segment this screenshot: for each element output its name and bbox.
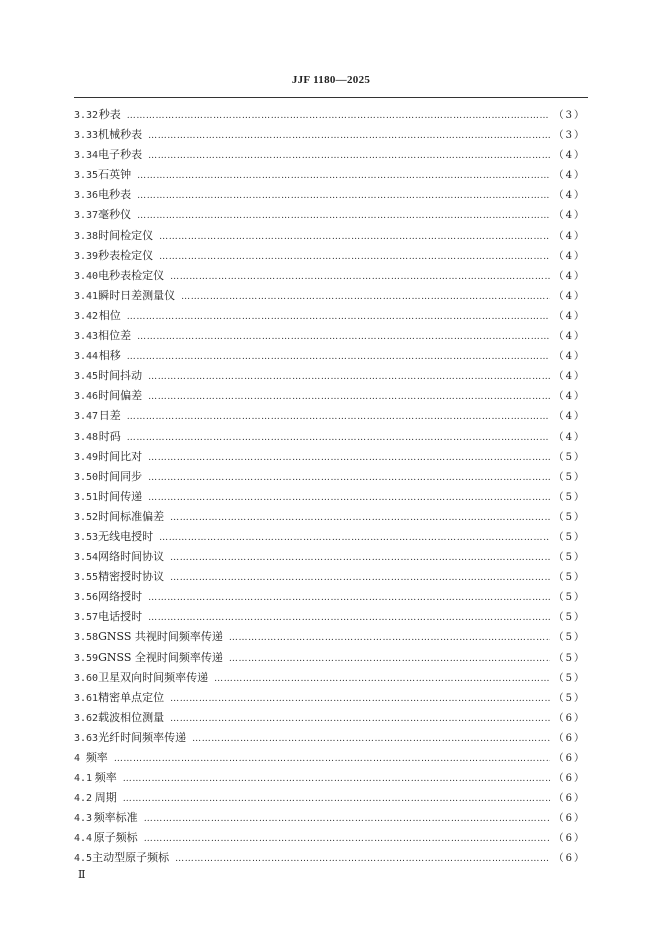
toc-entry-title: 时码 bbox=[98, 429, 121, 443]
toc-entry-number: 3.58 bbox=[74, 632, 99, 644]
toc-entry-number: 3.53 bbox=[74, 531, 99, 543]
toc-entry[interactable] bbox=[74, 528, 586, 548]
toc-entry-number: 3.59 bbox=[74, 652, 99, 664]
toc-entry-number: 3.56 bbox=[74, 592, 99, 604]
toc-leader-dots bbox=[175, 854, 549, 864]
toc-entry-number: 3.39 bbox=[74, 250, 99, 262]
toc-entry-title: 精密单点定位 bbox=[98, 690, 165, 704]
toc-entry[interactable] bbox=[74, 608, 586, 628]
toc-entry[interactable] bbox=[74, 689, 586, 709]
toc-leader-dots bbox=[148, 593, 550, 603]
toc-entry-title: 秒表检定仪 bbox=[98, 248, 154, 262]
toc-entry-number: 3.44 bbox=[74, 351, 99, 363]
toc-leader-dots bbox=[181, 292, 550, 302]
toc-leader-dots bbox=[148, 613, 550, 623]
toc-leader-dots bbox=[159, 252, 550, 262]
toc-leader-dots bbox=[170, 573, 550, 583]
toc-entry-page: （4） bbox=[553, 351, 586, 363]
toc-entry-page: （5） bbox=[553, 531, 586, 543]
toc-entry[interactable] bbox=[74, 327, 586, 347]
toc-entry[interactable] bbox=[74, 166, 586, 186]
toc-entry[interactable] bbox=[74, 769, 586, 789]
toc-entry-title: 频率 bbox=[94, 771, 117, 785]
toc-entry-number: 4.4 bbox=[74, 833, 93, 845]
toc-entry-page: （5） bbox=[553, 491, 586, 503]
toc-leader-dots bbox=[192, 734, 550, 744]
toc-leader-dots bbox=[148, 151, 550, 161]
toc-entry-title: 电话授时 bbox=[98, 610, 143, 624]
toc-entry-number: 3.48 bbox=[74, 431, 99, 443]
toc-entry-page: （6） bbox=[553, 833, 586, 845]
toc-leader-dots bbox=[148, 131, 550, 141]
toc-leader-dots bbox=[148, 493, 550, 503]
toc-entry[interactable] bbox=[74, 106, 586, 126]
toc-leader-dots bbox=[127, 433, 550, 443]
toc-entry-number: 3.42 bbox=[74, 310, 99, 322]
toc-leader-dots bbox=[148, 392, 550, 402]
toc-entry-title: 时间标准偏差 bbox=[98, 509, 165, 523]
toc-entry[interactable] bbox=[74, 749, 586, 769]
toc-entry-number: 3.43 bbox=[74, 331, 99, 343]
toc-entry-title: 光纤时间频率传递 bbox=[98, 730, 187, 744]
toc-entry-number: 3.51 bbox=[74, 491, 99, 503]
toc-entry[interactable] bbox=[74, 669, 586, 689]
toc-entry[interactable] bbox=[74, 448, 586, 468]
toc-entry-title: 网络授时 bbox=[98, 590, 143, 604]
toc-entry-page: （4） bbox=[553, 230, 586, 242]
toc-entry-number: 4.3 bbox=[74, 813, 93, 825]
toc-entry[interactable] bbox=[74, 387, 586, 407]
toc-entry-title: 相位差 bbox=[98, 329, 132, 343]
toc-entry-page: （4） bbox=[553, 411, 586, 423]
toc-entry[interactable] bbox=[74, 468, 586, 488]
toc-entry-page: （4） bbox=[553, 371, 586, 383]
toc-leader-dots bbox=[159, 533, 550, 543]
toc-entry[interactable] bbox=[74, 829, 586, 849]
toc-leader-dots bbox=[229, 633, 550, 643]
toc-leader-dots bbox=[159, 232, 550, 242]
toc-entry-page: （4） bbox=[553, 250, 586, 262]
toc-entry-title: 精密授时协议 bbox=[98, 570, 165, 584]
toc-entry[interactable] bbox=[74, 186, 586, 206]
toc-entry-number: 3.63 bbox=[74, 732, 99, 744]
toc-entry-title: 频率标准 bbox=[93, 811, 138, 825]
toc-entry-title: GNSS 全视时间频率传递 bbox=[98, 650, 223, 664]
toc-entry-page: （5） bbox=[553, 572, 586, 584]
toc-entry-title: 时间传递 bbox=[98, 489, 143, 503]
toc-entry-title: 原子频标 bbox=[93, 831, 138, 845]
page-number: Ⅱ bbox=[78, 868, 86, 881]
toc-entry-page: （5） bbox=[553, 552, 586, 564]
toc-entry[interactable] bbox=[74, 146, 586, 166]
toc-entry-number: 3.40 bbox=[74, 270, 99, 282]
toc-leader-dots bbox=[127, 312, 550, 322]
toc-entry-page: （5） bbox=[553, 672, 586, 684]
toc-leader-dots bbox=[144, 814, 550, 824]
toc-leader-dots bbox=[229, 654, 550, 664]
toc-entry-page: （4） bbox=[553, 210, 586, 222]
toc-entry-number: 3.36 bbox=[74, 190, 99, 202]
toc-leader-dots bbox=[148, 453, 550, 463]
toc-entry-title: 电秒表检定仪 bbox=[98, 268, 165, 282]
toc-leader-dots bbox=[137, 191, 550, 201]
toc-leader-dots bbox=[127, 111, 550, 121]
toc-entry-number: 3.54 bbox=[74, 552, 99, 564]
toc-entry-number: 3.33 bbox=[74, 130, 99, 142]
toc-entry[interactable] bbox=[74, 548, 586, 568]
toc-entry-title: 秒表 bbox=[98, 108, 121, 121]
toc-entry-title: 石英钟 bbox=[98, 168, 132, 182]
toc-entry-page: （4） bbox=[553, 431, 586, 443]
toc-entry-page: （6） bbox=[553, 712, 586, 724]
toc-leader-dots bbox=[170, 513, 550, 523]
toc-entry-number: 3.35 bbox=[74, 170, 99, 182]
toc-entry-page: （4） bbox=[553, 290, 586, 302]
toc-entry[interactable] bbox=[74, 508, 586, 528]
toc-leader-dots bbox=[148, 372, 550, 382]
toc-entry-number: 3.32 bbox=[74, 110, 99, 121]
toc-entry-number: 3.61 bbox=[74, 692, 99, 704]
toc-entry[interactable] bbox=[74, 307, 586, 327]
toc-leader-dots bbox=[170, 553, 550, 563]
toc-entry-title: 毫秒仪 bbox=[98, 208, 132, 222]
toc-entry-number: 3.52 bbox=[74, 511, 99, 523]
toc-entry-title: 周期 bbox=[94, 791, 117, 805]
document-code-header: JJF 1180—2025 bbox=[291, 74, 371, 86]
toc-entry[interactable] bbox=[74, 628, 586, 648]
toc-entry[interactable] bbox=[74, 247, 586, 267]
toc-entry-title: 日差 bbox=[98, 409, 121, 423]
toc-entry-page: （4） bbox=[553, 150, 586, 162]
toc-entry-page: （5） bbox=[553, 632, 586, 644]
toc-entry-title: 电子秒表 bbox=[98, 148, 143, 162]
toc-entry-title: 瞬时日差测量仪 bbox=[98, 288, 176, 302]
toc-entry[interactable] bbox=[74, 267, 586, 287]
table-of-contents bbox=[74, 106, 586, 870]
toc-entry[interactable] bbox=[74, 649, 586, 669]
toc-entry-number: 3.60 bbox=[74, 672, 99, 684]
toc-leader-dots bbox=[123, 774, 550, 784]
toc-entry-number: 3.49 bbox=[74, 451, 99, 463]
toc-entry-page: （3） bbox=[553, 110, 586, 121]
toc-entry-page: （4） bbox=[553, 331, 586, 343]
toc-entry-title: 无线电授时 bbox=[98, 529, 154, 543]
toc-leader-dots bbox=[144, 834, 550, 844]
toc-entry-title: 时间抖动 bbox=[98, 369, 143, 383]
toc-entry-page: （5） bbox=[553, 511, 586, 523]
toc-entry[interactable] bbox=[74, 488, 586, 508]
header-rule bbox=[74, 97, 588, 98]
toc-entry-page: （6） bbox=[553, 853, 586, 865]
toc-leader-dots bbox=[137, 171, 550, 181]
toc-entry-title: 时间偏差 bbox=[98, 389, 143, 403]
toc-entry-page: （5） bbox=[553, 612, 586, 624]
toc-entry-title: 时间检定仪 bbox=[98, 228, 154, 242]
toc-entry-title: 电秒表 bbox=[98, 188, 132, 202]
toc-entry-page: （5） bbox=[553, 471, 586, 483]
toc-leader-dots bbox=[137, 332, 550, 342]
toc-entry-title: 时间比对 bbox=[98, 449, 143, 463]
toc-entry[interactable] bbox=[74, 809, 586, 829]
toc-entry-number: 3.37 bbox=[74, 210, 99, 222]
toc-entry-page: （6） bbox=[553, 732, 586, 744]
toc-entry-page: （6） bbox=[553, 813, 586, 825]
toc-entry-page: （4） bbox=[553, 310, 586, 322]
toc-entry-title: 频率 bbox=[85, 751, 108, 764]
toc-leader-dots bbox=[170, 272, 550, 282]
toc-entry-title: 时间同步 bbox=[98, 469, 143, 483]
toc-entry[interactable] bbox=[74, 407, 586, 427]
toc-entry-number: 3.50 bbox=[74, 471, 99, 483]
toc-entry-title: GNSS 共视时间频率传递 bbox=[98, 630, 223, 644]
toc-entry[interactable] bbox=[74, 227, 586, 247]
toc-entry-number: 3.62 bbox=[74, 712, 99, 724]
toc-entry-page: （4） bbox=[553, 170, 586, 182]
toc-entry[interactable] bbox=[74, 428, 586, 448]
toc-entry[interactable] bbox=[74, 729, 586, 749]
toc-entry-number: 4.1 bbox=[74, 773, 93, 785]
toc-leader-dots bbox=[127, 352, 550, 362]
toc-entry-number: 3.41 bbox=[74, 290, 99, 302]
toc-entry-number: 4.5 bbox=[74, 853, 93, 865]
toc-entry-page: （5） bbox=[553, 652, 586, 664]
toc-leader-dots bbox=[170, 714, 550, 724]
toc-entry-title: 相位 bbox=[98, 308, 121, 322]
toc-leader-dots bbox=[127, 412, 550, 422]
toc-entry-page: （5） bbox=[553, 451, 586, 463]
toc-entry-title: 相移 bbox=[98, 349, 121, 363]
toc-entry-title: 主动型原子频标 bbox=[92, 851, 170, 865]
toc-entry[interactable] bbox=[74, 588, 586, 608]
toc-entry-title: 载波相位测量 bbox=[98, 710, 165, 724]
toc-entry-number: 3.38 bbox=[74, 230, 99, 242]
toc-entry-page: （6） bbox=[553, 793, 586, 805]
toc-entry-number: 3.45 bbox=[74, 371, 99, 383]
toc-leader-dots bbox=[148, 473, 550, 483]
toc-entry-page: （5） bbox=[553, 592, 586, 604]
toc-entry-number: 4 bbox=[74, 753, 81, 764]
toc-entry[interactable] bbox=[74, 367, 586, 387]
toc-leader-dots bbox=[137, 211, 550, 221]
toc-entry[interactable] bbox=[74, 709, 586, 729]
toc-entry-number: 3.57 bbox=[74, 612, 99, 624]
toc-entry-page: （5） bbox=[553, 692, 586, 704]
toc-entry-number: 3.55 bbox=[74, 572, 99, 584]
toc-entry[interactable] bbox=[74, 347, 586, 367]
toc-entry[interactable] bbox=[74, 287, 586, 307]
toc-entry-title: 机械秒表 bbox=[98, 128, 143, 142]
toc-entry[interactable] bbox=[74, 126, 586, 146]
toc-entry[interactable] bbox=[74, 789, 586, 809]
toc-entry-number: 3.46 bbox=[74, 391, 99, 403]
toc-entry-page: （4） bbox=[553, 190, 586, 202]
toc-entry-title: 卫星双向时间频率传递 bbox=[98, 670, 209, 684]
toc-leader-dots bbox=[123, 794, 550, 804]
toc-entry-page: （6） bbox=[553, 753, 586, 764]
toc-entry[interactable] bbox=[74, 849, 586, 869]
toc-leader-dots bbox=[214, 674, 550, 684]
toc-entry-page: （3） bbox=[553, 130, 586, 142]
toc-entry-number: 3.47 bbox=[74, 411, 99, 423]
toc-entry-number: 3.34 bbox=[74, 150, 99, 162]
toc-entry-page: （6） bbox=[553, 773, 586, 785]
toc-entry[interactable] bbox=[74, 568, 586, 588]
toc-entry-page: （4） bbox=[553, 270, 586, 282]
toc-leader-dots bbox=[114, 754, 550, 764]
toc-entry-page: （4） bbox=[553, 391, 586, 403]
toc-leader-dots bbox=[170, 694, 550, 704]
toc-entry-number: 4.2 bbox=[74, 793, 93, 805]
toc-entry-title: 网络时间协议 bbox=[98, 550, 165, 564]
toc-entry[interactable] bbox=[74, 206, 586, 226]
